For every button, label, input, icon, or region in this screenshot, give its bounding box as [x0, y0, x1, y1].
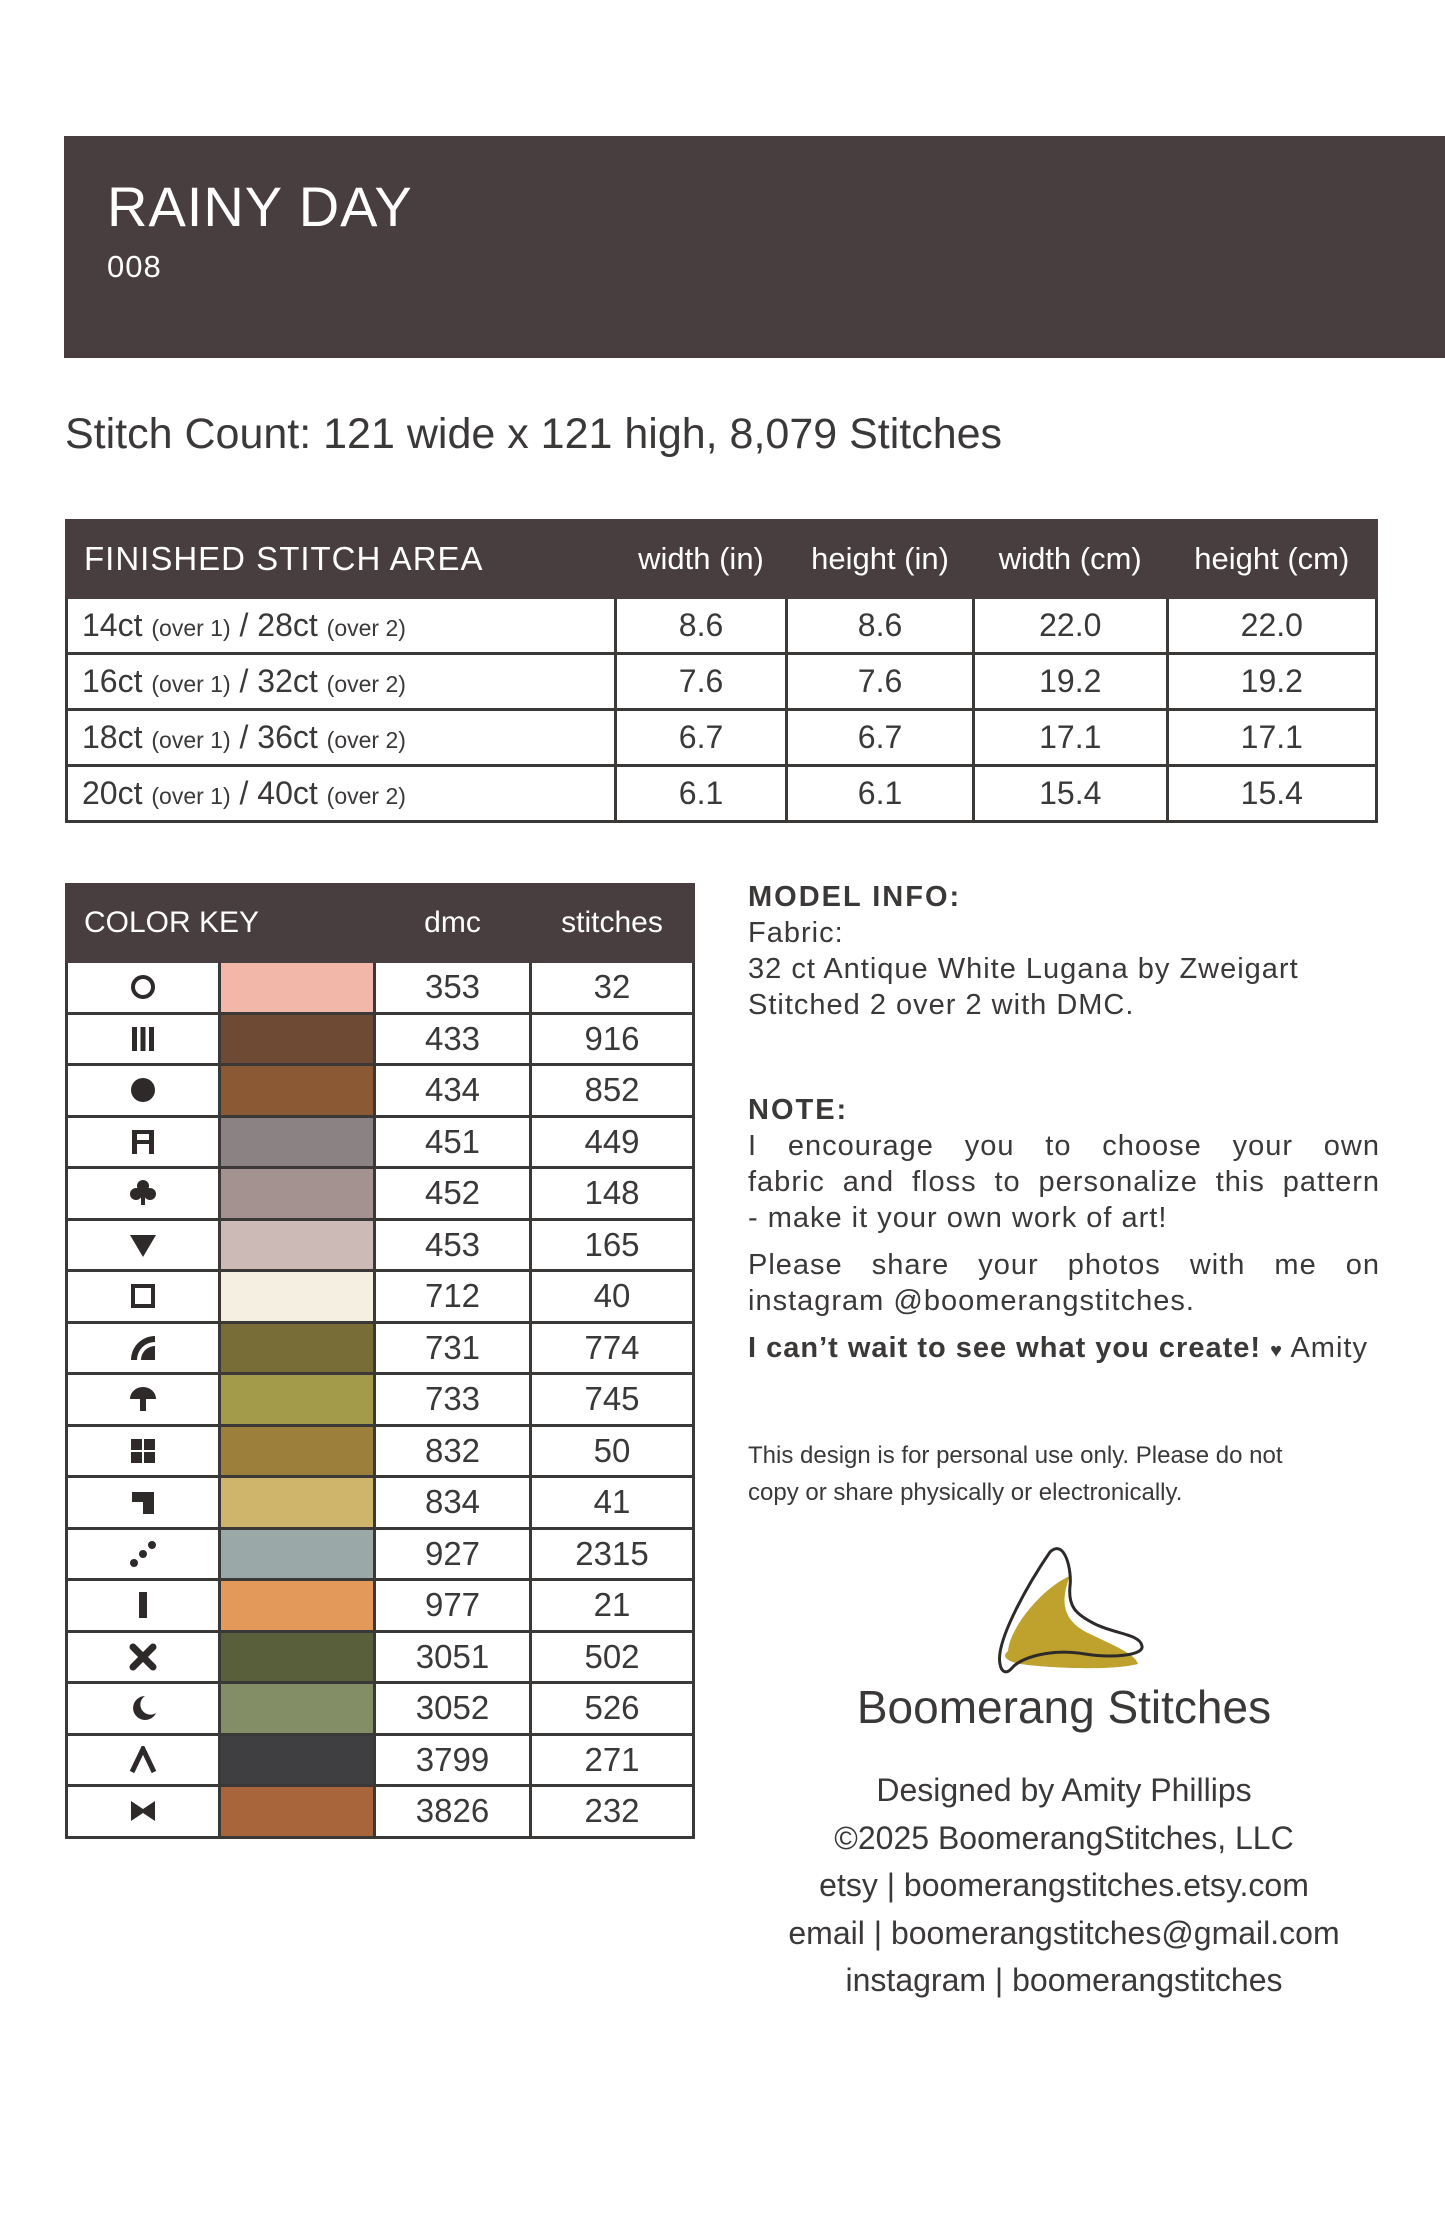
- color-swatch: [220, 1219, 375, 1271]
- height-in-cell: 7.6: [787, 654, 974, 710]
- width-in-cell: 6.7: [615, 710, 786, 766]
- crescent-icon: [67, 1683, 220, 1735]
- dmc-number: 977: [375, 1580, 531, 1632]
- stitch-total: 774: [531, 1322, 694, 1374]
- color-swatch: [220, 1374, 375, 1426]
- height-in-cell: 6.7: [787, 710, 974, 766]
- width-cm-cell: 17.1: [973, 710, 1167, 766]
- club-icon: [67, 1168, 220, 1220]
- stitch-total: 232: [531, 1786, 694, 1838]
- table-row: [67, 1013, 694, 1065]
- separator: /: [239, 775, 249, 811]
- hollow-square-icon: [67, 1271, 220, 1323]
- table-header-row: [67, 521, 1377, 598]
- credit-designer: Designed by Amity Phillips: [876, 1772, 1252, 1808]
- stitch-total: 50: [531, 1425, 694, 1477]
- stitch-total: 32: [531, 962, 694, 1014]
- h-bar-icon: [67, 1116, 220, 1168]
- table-row: [67, 1683, 694, 1735]
- finished-stitch-area-table: [65, 519, 1378, 823]
- color-swatch: [220, 1734, 375, 1786]
- separator: /: [239, 607, 249, 643]
- down-triangle-icon: [67, 1219, 220, 1271]
- fabric-count-cell: [67, 654, 616, 710]
- table-row: [67, 1219, 694, 1271]
- stitch-count-value: 121 wide x 121 high, 8,079 Stitches: [323, 410, 1003, 458]
- dmc-number: 3052: [375, 1683, 531, 1735]
- credit-instagram: instagram | boomerangstitches: [845, 1962, 1283, 1998]
- pattern-code: 008: [107, 249, 162, 284]
- width-in-cell: 7.6: [615, 654, 786, 710]
- table-row: [67, 766, 1377, 822]
- dmc-number: 353: [375, 962, 531, 1014]
- vertical-bar-icon: [67, 1580, 220, 1632]
- filled-circle-icon: [67, 1065, 220, 1117]
- width-cm-cell: 19.2: [973, 654, 1167, 710]
- x-cross-icon: [67, 1631, 220, 1683]
- heart-icon: ♥: [1270, 1340, 1283, 1362]
- width-in-cell: 6.1: [615, 766, 786, 822]
- quarter-arc-icon: [67, 1322, 220, 1374]
- width-in-cell: 8.6: [615, 598, 786, 654]
- count-over2: 28ct: [257, 607, 318, 643]
- table-row: [67, 1116, 694, 1168]
- note-closing: [748, 1330, 1380, 1369]
- height-cm-cell: 19.2: [1167, 654, 1376, 710]
- stitch-total: 852: [531, 1065, 694, 1117]
- table-row: [67, 1374, 694, 1426]
- table-row: [67, 654, 1377, 710]
- three-dots-icon: [67, 1528, 220, 1580]
- color-swatch: [220, 1168, 375, 1220]
- width-cm-cell: 15.4: [973, 766, 1167, 822]
- table-row: [67, 962, 694, 1014]
- note-line: instagram @boomerangstitches.: [748, 1285, 1195, 1317]
- note-line: - make it your own work of art!: [748, 1202, 1168, 1234]
- closing-name: Amity: [1290, 1332, 1368, 1364]
- header-height-cm: height (cm): [1167, 521, 1376, 598]
- stitch-total: 148: [531, 1168, 694, 1220]
- table-row: [67, 1322, 694, 1374]
- over-note: (over 1): [151, 671, 231, 697]
- stitch-total: 40: [531, 1271, 694, 1323]
- table-row: [67, 1271, 694, 1323]
- count-over2: 32ct: [257, 663, 318, 699]
- height-in-cell: 8.6: [787, 598, 974, 654]
- over-note: (over 2): [326, 615, 406, 641]
- color-swatch: [220, 1631, 375, 1683]
- count-over2: 40ct: [257, 775, 318, 811]
- dmc-number: 712: [375, 1271, 531, 1323]
- dmc-number: 434: [375, 1065, 531, 1117]
- table-row: [67, 1528, 694, 1580]
- table-row: [67, 1580, 694, 1632]
- note-line: Please share your photos with me on: [748, 1249, 1380, 1281]
- over-note: (over 2): [326, 783, 406, 809]
- bowtie-icon: [67, 1786, 220, 1838]
- credit-email: email | boomerangstitches@gmail.com: [788, 1914, 1340, 1951]
- height-cm-cell: 22.0: [1167, 598, 1376, 654]
- caret-icon: [67, 1734, 220, 1786]
- table-row: [67, 1786, 694, 1838]
- closing-bold: I can’t wait to see what you create!: [748, 1332, 1262, 1364]
- dmc-number: 927: [375, 1528, 531, 1580]
- stitch-total: 502: [531, 1631, 694, 1683]
- color-swatch: [220, 1683, 375, 1735]
- stitch-total: 526: [531, 1683, 694, 1735]
- note: [748, 1092, 1380, 1369]
- four-squares-icon: [67, 1425, 220, 1477]
- three-bars-icon: [67, 1013, 220, 1065]
- height-cm-cell: 15.4: [1167, 766, 1376, 822]
- dmc-number: 733: [375, 1374, 531, 1426]
- dmc-number: 3051: [375, 1631, 531, 1683]
- pattern-title: RAINY DAY: [107, 175, 413, 238]
- corner-block-icon: [67, 1477, 220, 1529]
- color-swatch: [220, 1786, 375, 1838]
- over-note: (over 1): [151, 783, 231, 809]
- dmc-number: 3799: [375, 1734, 531, 1786]
- over-note: (over 1): [151, 615, 231, 641]
- brand-name: Boomerang Stitches: [856, 1681, 1272, 1733]
- stitch-count-label: Stitch Count:: [65, 410, 312, 458]
- color-key-table: [65, 883, 695, 1839]
- header-dmc: dmc: [375, 885, 531, 962]
- count-over2: 36ct: [257, 719, 318, 755]
- boomerang-logo-icon: [990, 1546, 1150, 1681]
- disclaimer-line: copy or share physically or electronically.: [748, 1479, 1183, 1506]
- count-over1: 16ct: [82, 663, 143, 699]
- fabric-count-cell: [67, 710, 616, 766]
- separator: /: [239, 663, 249, 699]
- model-info-line: Fabric:: [748, 917, 844, 949]
- dmc-number: 832: [375, 1425, 531, 1477]
- dmc-number: 433: [375, 1013, 531, 1065]
- color-swatch: [220, 1580, 375, 1632]
- dmc-number: 451: [375, 1116, 531, 1168]
- title-banner: [64, 136, 1445, 358]
- model-info-line: 32 ct Antique White Lugana by Zweigart: [748, 953, 1299, 985]
- stitch-total: 165: [531, 1219, 694, 1271]
- over-note: (over 2): [326, 671, 406, 697]
- stitch-total: 745: [531, 1374, 694, 1426]
- model-info: [748, 879, 1380, 1023]
- header-stitches: stitches: [531, 885, 694, 962]
- stitch-total: 41: [531, 1477, 694, 1529]
- dmc-number: 3826: [375, 1786, 531, 1838]
- header-width-in: width (in): [615, 521, 786, 598]
- credits: [748, 1767, 1380, 2005]
- stitch-total: 271: [531, 1734, 694, 1786]
- mushroom-icon: [67, 1374, 220, 1426]
- height-cm-cell: 17.1: [1167, 710, 1376, 766]
- stitch-count: [65, 410, 1002, 459]
- credit-copyright: ©2025 BoomerangStitches, LLC: [834, 1819, 1294, 1856]
- table-row: [67, 1631, 694, 1683]
- count-over1: 18ct: [82, 719, 143, 755]
- color-swatch: [220, 1065, 375, 1117]
- table-row: [67, 710, 1377, 766]
- model-info-heading: MODEL INFO:: [748, 881, 962, 913]
- header-height-in: height (in): [787, 521, 974, 598]
- color-swatch: [220, 1477, 375, 1529]
- fabric-count-cell: [67, 766, 616, 822]
- color-swatch: [220, 1528, 375, 1580]
- note-line: fabric and floss to personalize this pattern: [748, 1166, 1380, 1198]
- stitch-total: 21: [531, 1580, 694, 1632]
- table-row: [67, 1477, 694, 1529]
- over-note: (over 2): [326, 727, 406, 753]
- over-note: (over 1): [151, 727, 231, 753]
- dmc-number: 452: [375, 1168, 531, 1220]
- stitch-total: 916: [531, 1013, 694, 1065]
- stitch-total: 2315: [531, 1528, 694, 1580]
- header-width-cm: width (cm): [973, 521, 1167, 598]
- dmc-number: 731: [375, 1322, 531, 1374]
- ring-icon: [67, 962, 220, 1014]
- color-swatch: [220, 1322, 375, 1374]
- table-row: [67, 598, 1377, 654]
- dmc-number: 453: [375, 1219, 531, 1271]
- dmc-number: 834: [375, 1477, 531, 1529]
- color-swatch: [220, 1116, 375, 1168]
- fabric-count-cell: [67, 598, 616, 654]
- count-over1: 14ct: [82, 607, 143, 643]
- note-line: I encourage you to choose your own: [748, 1130, 1380, 1162]
- credit-etsy: etsy | boomerangstitches.etsy.com: [819, 1867, 1309, 1903]
- width-cm-cell: 22.0: [973, 598, 1167, 654]
- stitch-total: 449: [531, 1116, 694, 1168]
- color-swatch: [220, 1271, 375, 1323]
- header-finished-stitch-area: FINISHED STITCH AREA: [67, 521, 616, 598]
- color-swatch: [220, 1425, 375, 1477]
- separator: /: [239, 719, 249, 755]
- count-over1: 20ct: [82, 775, 143, 811]
- table-row: [67, 1065, 694, 1117]
- disclaimer: [748, 1437, 1388, 1511]
- header-color-key: COLOR KEY: [67, 885, 375, 962]
- color-swatch: [220, 1013, 375, 1065]
- table-row: [67, 1734, 694, 1786]
- height-in-cell: 6.1: [787, 766, 974, 822]
- table-header-row: [67, 885, 694, 962]
- model-info-line: Stitched 2 over 2 with DMC.: [748, 989, 1135, 1021]
- table-row: [67, 1168, 694, 1220]
- note-heading: NOTE:: [748, 1094, 849, 1126]
- color-swatch: [220, 962, 375, 1014]
- table-row: [67, 1425, 694, 1477]
- disclaimer-line: This design is for personal use only. Please do not: [748, 1442, 1283, 1469]
